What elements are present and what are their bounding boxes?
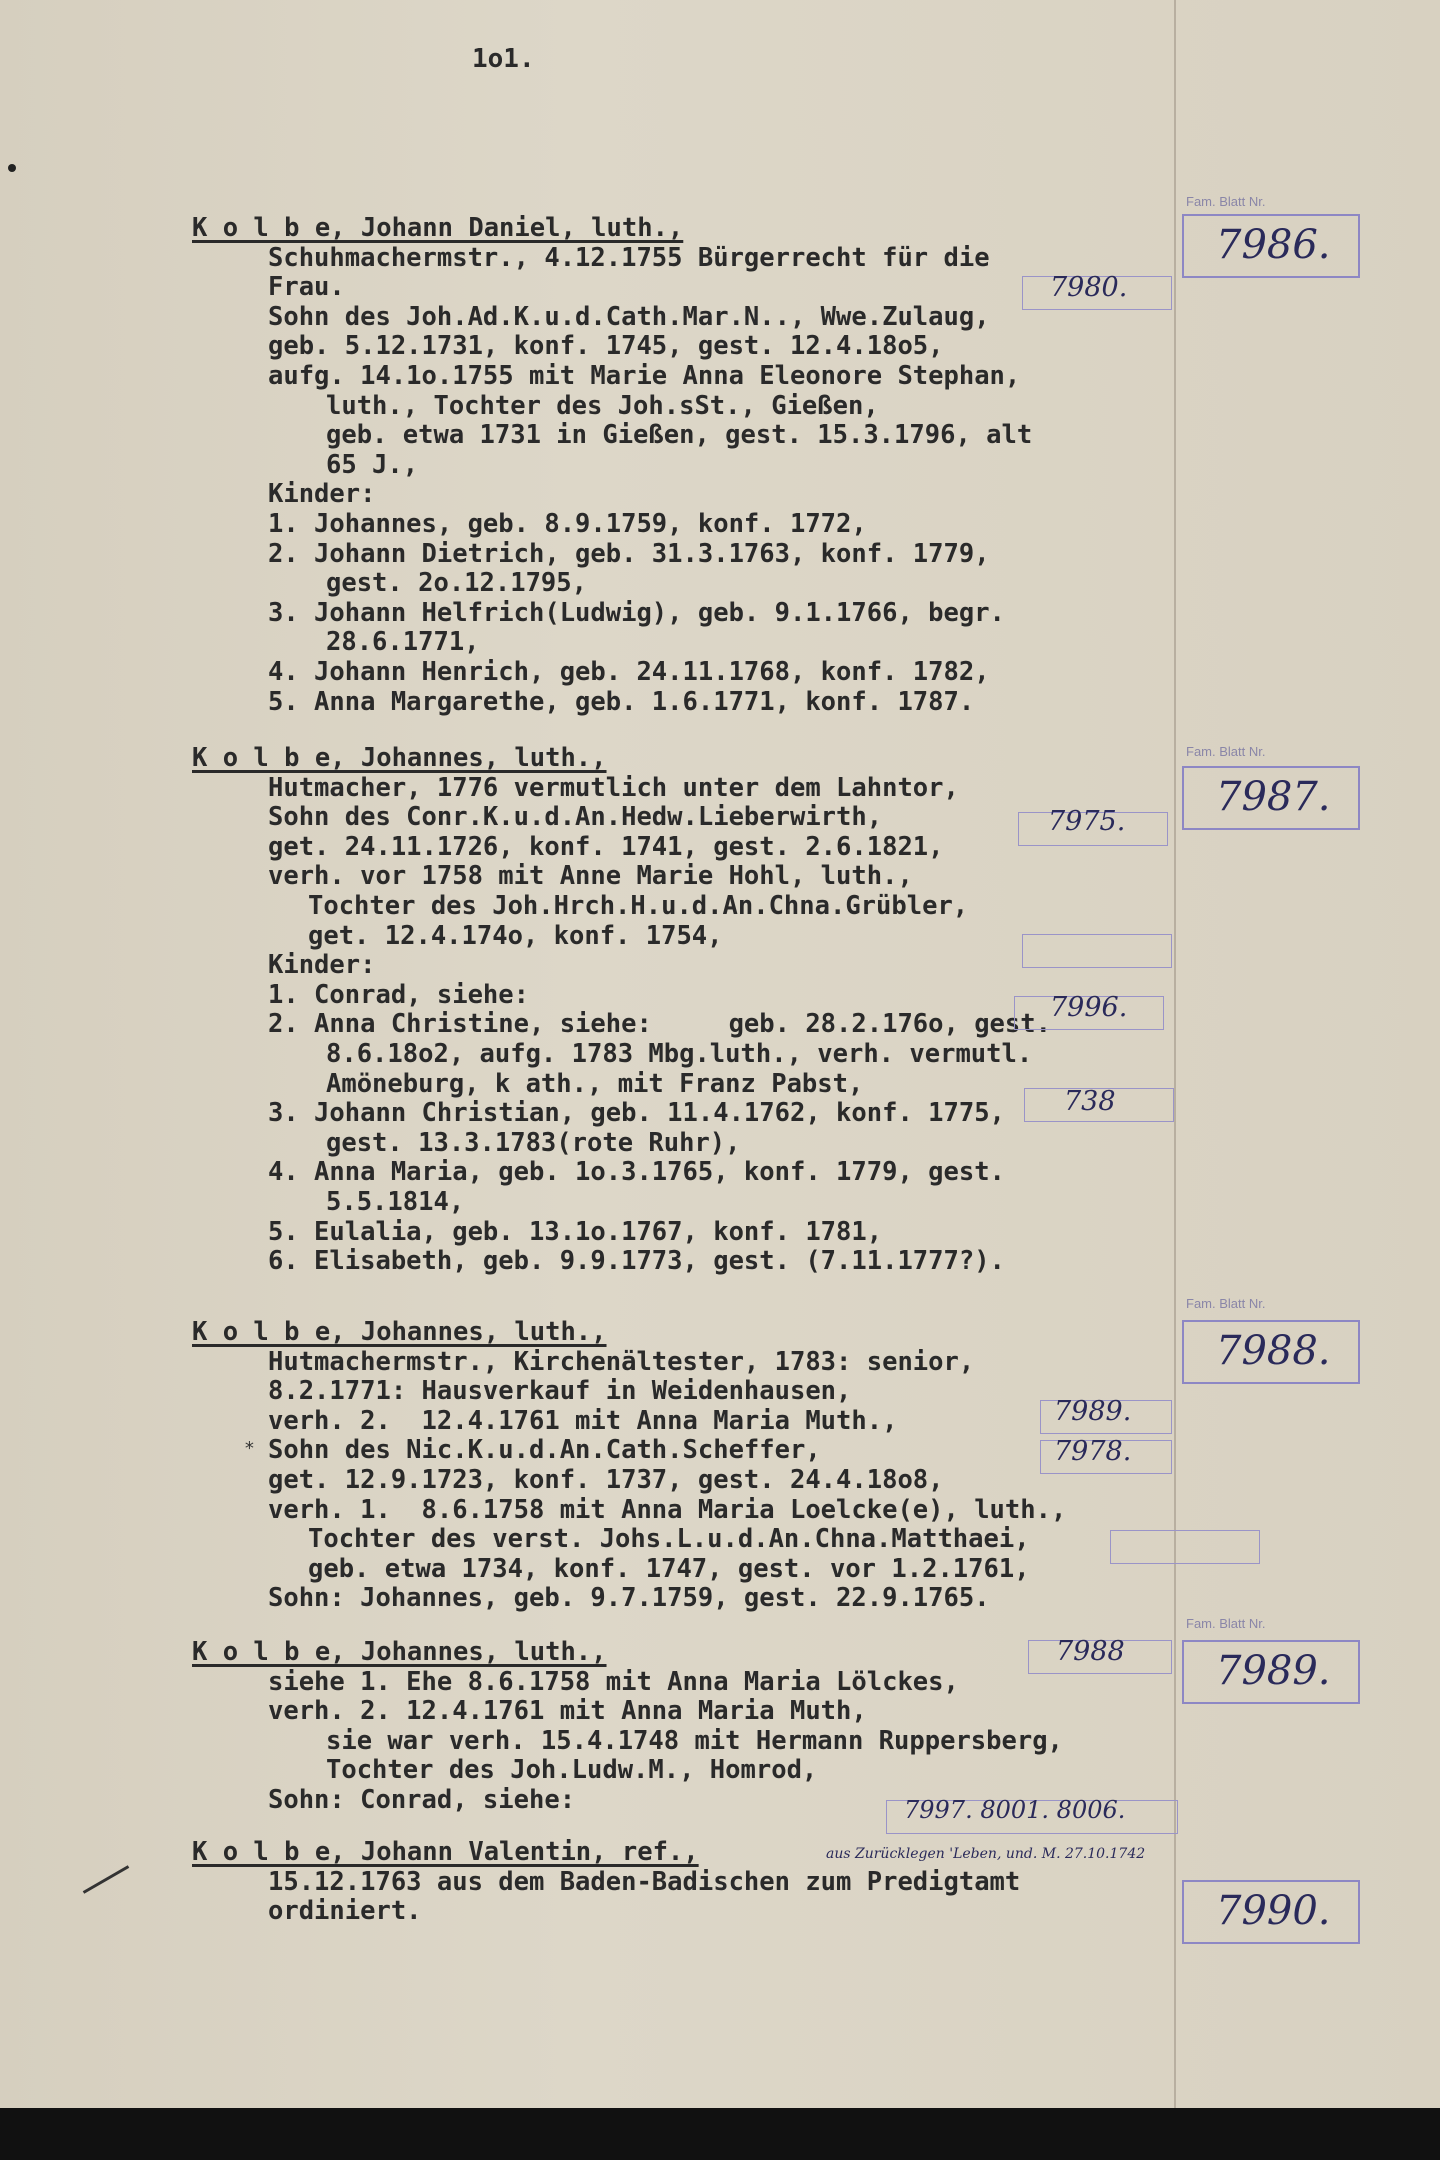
entry-line: Tochter des verst. Johs.L.u.d.An.Chna.Matthaei, [308, 1524, 1030, 1555]
entry-line: 4. Anna Maria, geb. 1o.3.1765, konf. 1779, gest. [268, 1157, 1005, 1188]
entry-line: Tochter des Joh.Hrch.H.u.d.An.Chna.Grübler, [308, 890, 969, 921]
scan-border-strip [0, 2108, 1440, 2160]
entry-line: gest. 13.3.1783(rote Ruhr), [326, 1127, 741, 1158]
entry-line: verh. 1. 8.6.1758 mit Anna Maria Loelcke(e), luth., [268, 1494, 1067, 1525]
fam-blatt-number: 7986. [1216, 222, 1331, 268]
entry-line: 4. Johann Henrich, geb. 24.11.1768, konf. 1782, [268, 656, 990, 687]
entry-line: 28.6.1771, [326, 627, 480, 658]
entry-line: Kinder: [268, 479, 376, 510]
entry-line: Sohn: Conrad, siehe: [268, 1784, 576, 1815]
entry-heading: K o l b e, Johannes, luth., [192, 1637, 607, 1667]
entry-line: sie war verh. 15.4.1748 mit Hermann Ruppersberg, [326, 1725, 1063, 1756]
entry-heading: K o l b e, Johannes, luth., [192, 1317, 607, 1347]
entry-line: aufg. 14.1o.1755 mit Marie Anna Eleonore Stephan, [268, 360, 1021, 391]
entry-heading: K o l b e, Johann Valentin, ref., [192, 1837, 699, 1867]
cross-ref-number: 7975. [1048, 806, 1126, 837]
entry-line: Frau. [268, 272, 345, 303]
entry-line: 6. Elisabeth, geb. 9.9.1773, gest. (7.11.1777?). [268, 1246, 1005, 1277]
handwritten-note: aus Zurücklegen 'Leben, und. M. 27.10.1742 [826, 1846, 1146, 1862]
entry-line: Tochter des Joh.Ludw.M., Homrod, [326, 1755, 818, 1786]
fam-blatt-box [1182, 1880, 1360, 1944]
entry-line: 8.2.1771: Hausverkauf in Weidenhausen, [268, 1376, 852, 1407]
entry-line: Sohn: Johannes, geb. 9.7.1759, gest. 22.9.1765. [268, 1583, 990, 1614]
fam-blatt-box [1182, 1640, 1360, 1704]
entry-line: 5. Eulalia, geb. 13.1o.1767, konf. 1781, [268, 1216, 883, 1247]
entry-line: geb. etwa 1734, konf. 1747, gest. vor 1.2.1761, [308, 1553, 1030, 1584]
entry-line: ordiniert. [268, 1896, 422, 1927]
entry-line: 5.5.1814, [326, 1186, 465, 1217]
stray-pencil-mark [83, 1865, 130, 1894]
fam-blatt-label: Fam. Blatt Nr. [1186, 194, 1266, 209]
entry-line: Hutmachermstr., Kirchenältester, 1783: senior, [268, 1346, 975, 1377]
fam-blatt-number: 7989. [1216, 1648, 1331, 1694]
cross-ref-number: 7988 [1056, 1636, 1125, 1667]
entry-line: Sohn des Conr.K.u.d.An.Hedw.Lieberwirth, [268, 802, 883, 833]
entry-line: Hutmacher, 1776 vermutlich unter dem Lahntor, [268, 772, 959, 803]
cross-ref-number: 7978. [1054, 1436, 1132, 1467]
entry-line: Sohn des Joh.Ad.K.u.d.Cath.Mar.N.., Wwe.Zulaug, [268, 301, 990, 332]
fam-blatt-number: 7987. [1216, 774, 1331, 820]
fam-blatt-box [1182, 1320, 1360, 1384]
entry-line: 2. Johann Dietrich, geb. 31.3.1763, konf. 1779, [268, 538, 990, 569]
entry-line: 8.6.18o2, aufg. 1783 Mbg.luth., verh. vermutl. [326, 1038, 1033, 1069]
cross-ref-number: 7996. [1050, 992, 1128, 1023]
cross-ref-box [1110, 1530, 1260, 1564]
entry-line: Kinder: [268, 950, 376, 981]
fam-blatt-number: 7990. [1216, 1888, 1331, 1934]
fam-blatt-label: Fam. Blatt Nr. [1186, 1616, 1266, 1631]
entry-line: 15.12.1763 aus dem Baden-Badischen zum Predigtamt [268, 1866, 1021, 1897]
entry-line: siehe 1. Ehe 8.6.1758 mit Anna Maria Lölckes, [268, 1666, 959, 1697]
entry-line: geb. etwa 1731 in Gießen, gest. 15.3.1796, alt [326, 420, 1033, 451]
entry-line: Sohn des Nic.K.u.d.An.Cath.Scheffer, [268, 1435, 821, 1466]
stray-ink-dot [8, 164, 16, 172]
entry-line: 1. Johannes, geb. 8.9.1759, konf. 1772, [268, 508, 867, 539]
cross-ref-number: 738 [1064, 1086, 1116, 1117]
entry-line: 65 J., [326, 449, 419, 480]
fam-blatt-number: 7988. [1216, 1328, 1331, 1374]
entry-line: geb. 5.12.1731, konf. 1745, gest. 12.4.18o5, [268, 331, 944, 362]
entry-line: luth., Tochter des Joh.sSt., Gießen, [326, 390, 879, 421]
fam-blatt-label: Fam. Blatt Nr. [1186, 744, 1266, 759]
fam-blatt-box [1182, 214, 1360, 278]
entry-line: 3. Johann Christian, geb. 11.4.1762, konf. 1775, [268, 1098, 1005, 1129]
entry-line: get. 24.11.1726, konf. 1741, gest. 2.6.1821, [268, 831, 944, 862]
entry-line: verh. vor 1758 mit Anne Marie Hohl, luth., [268, 861, 913, 892]
entry-line: Schuhmachermstr., 4.12.1755 Bürgerrecht für die [268, 242, 990, 273]
fam-blatt-label: Fam. Blatt Nr. [1186, 1296, 1266, 1311]
cross-ref-box [1022, 934, 1172, 968]
entry-line: 2. Anna Christine, siehe: geb. 28.2.176o, gest. [268, 1009, 1051, 1040]
cross-ref-number: 7997. 8001. 8006. [904, 1796, 1126, 1824]
fam-blatt-box [1182, 766, 1360, 830]
entry-line: get. 12.4.174o, konf. 1754, [308, 920, 723, 951]
entry-line: 1. Conrad, siehe: [268, 979, 529, 1010]
entry-heading: K o l b e, Johannes, luth., [192, 743, 607, 773]
entry-line: verh. 2. 12.4.1761 mit Anna Maria Muth., [268, 1405, 898, 1436]
asterisk-mark: * [244, 1438, 255, 1459]
cross-ref-number: 7980. [1050, 272, 1128, 303]
entry-line: Amöneburg, k ath., mit Franz Pabst, [326, 1068, 864, 1099]
page-number: 1o1. [472, 44, 535, 74]
cross-ref-number: 7989. [1054, 1396, 1132, 1427]
entry-heading: K o l b e, Johann Daniel, luth., [192, 213, 684, 243]
entry-line: gest. 2o.12.1795, [326, 568, 587, 599]
entry-line: verh. 2. 12.4.1761 mit Anna Maria Muth, [268, 1696, 867, 1727]
entry-line: 5. Anna Margarethe, geb. 1.6.1771, konf. 1787. [268, 686, 975, 717]
entry-line: 3. Johann Helfrich(Ludwig), geb. 9.1.1766, begr. [268, 597, 1005, 628]
entry-line: get. 12.9.1723, konf. 1737, gest. 24.4.18o8, [268, 1464, 944, 1495]
